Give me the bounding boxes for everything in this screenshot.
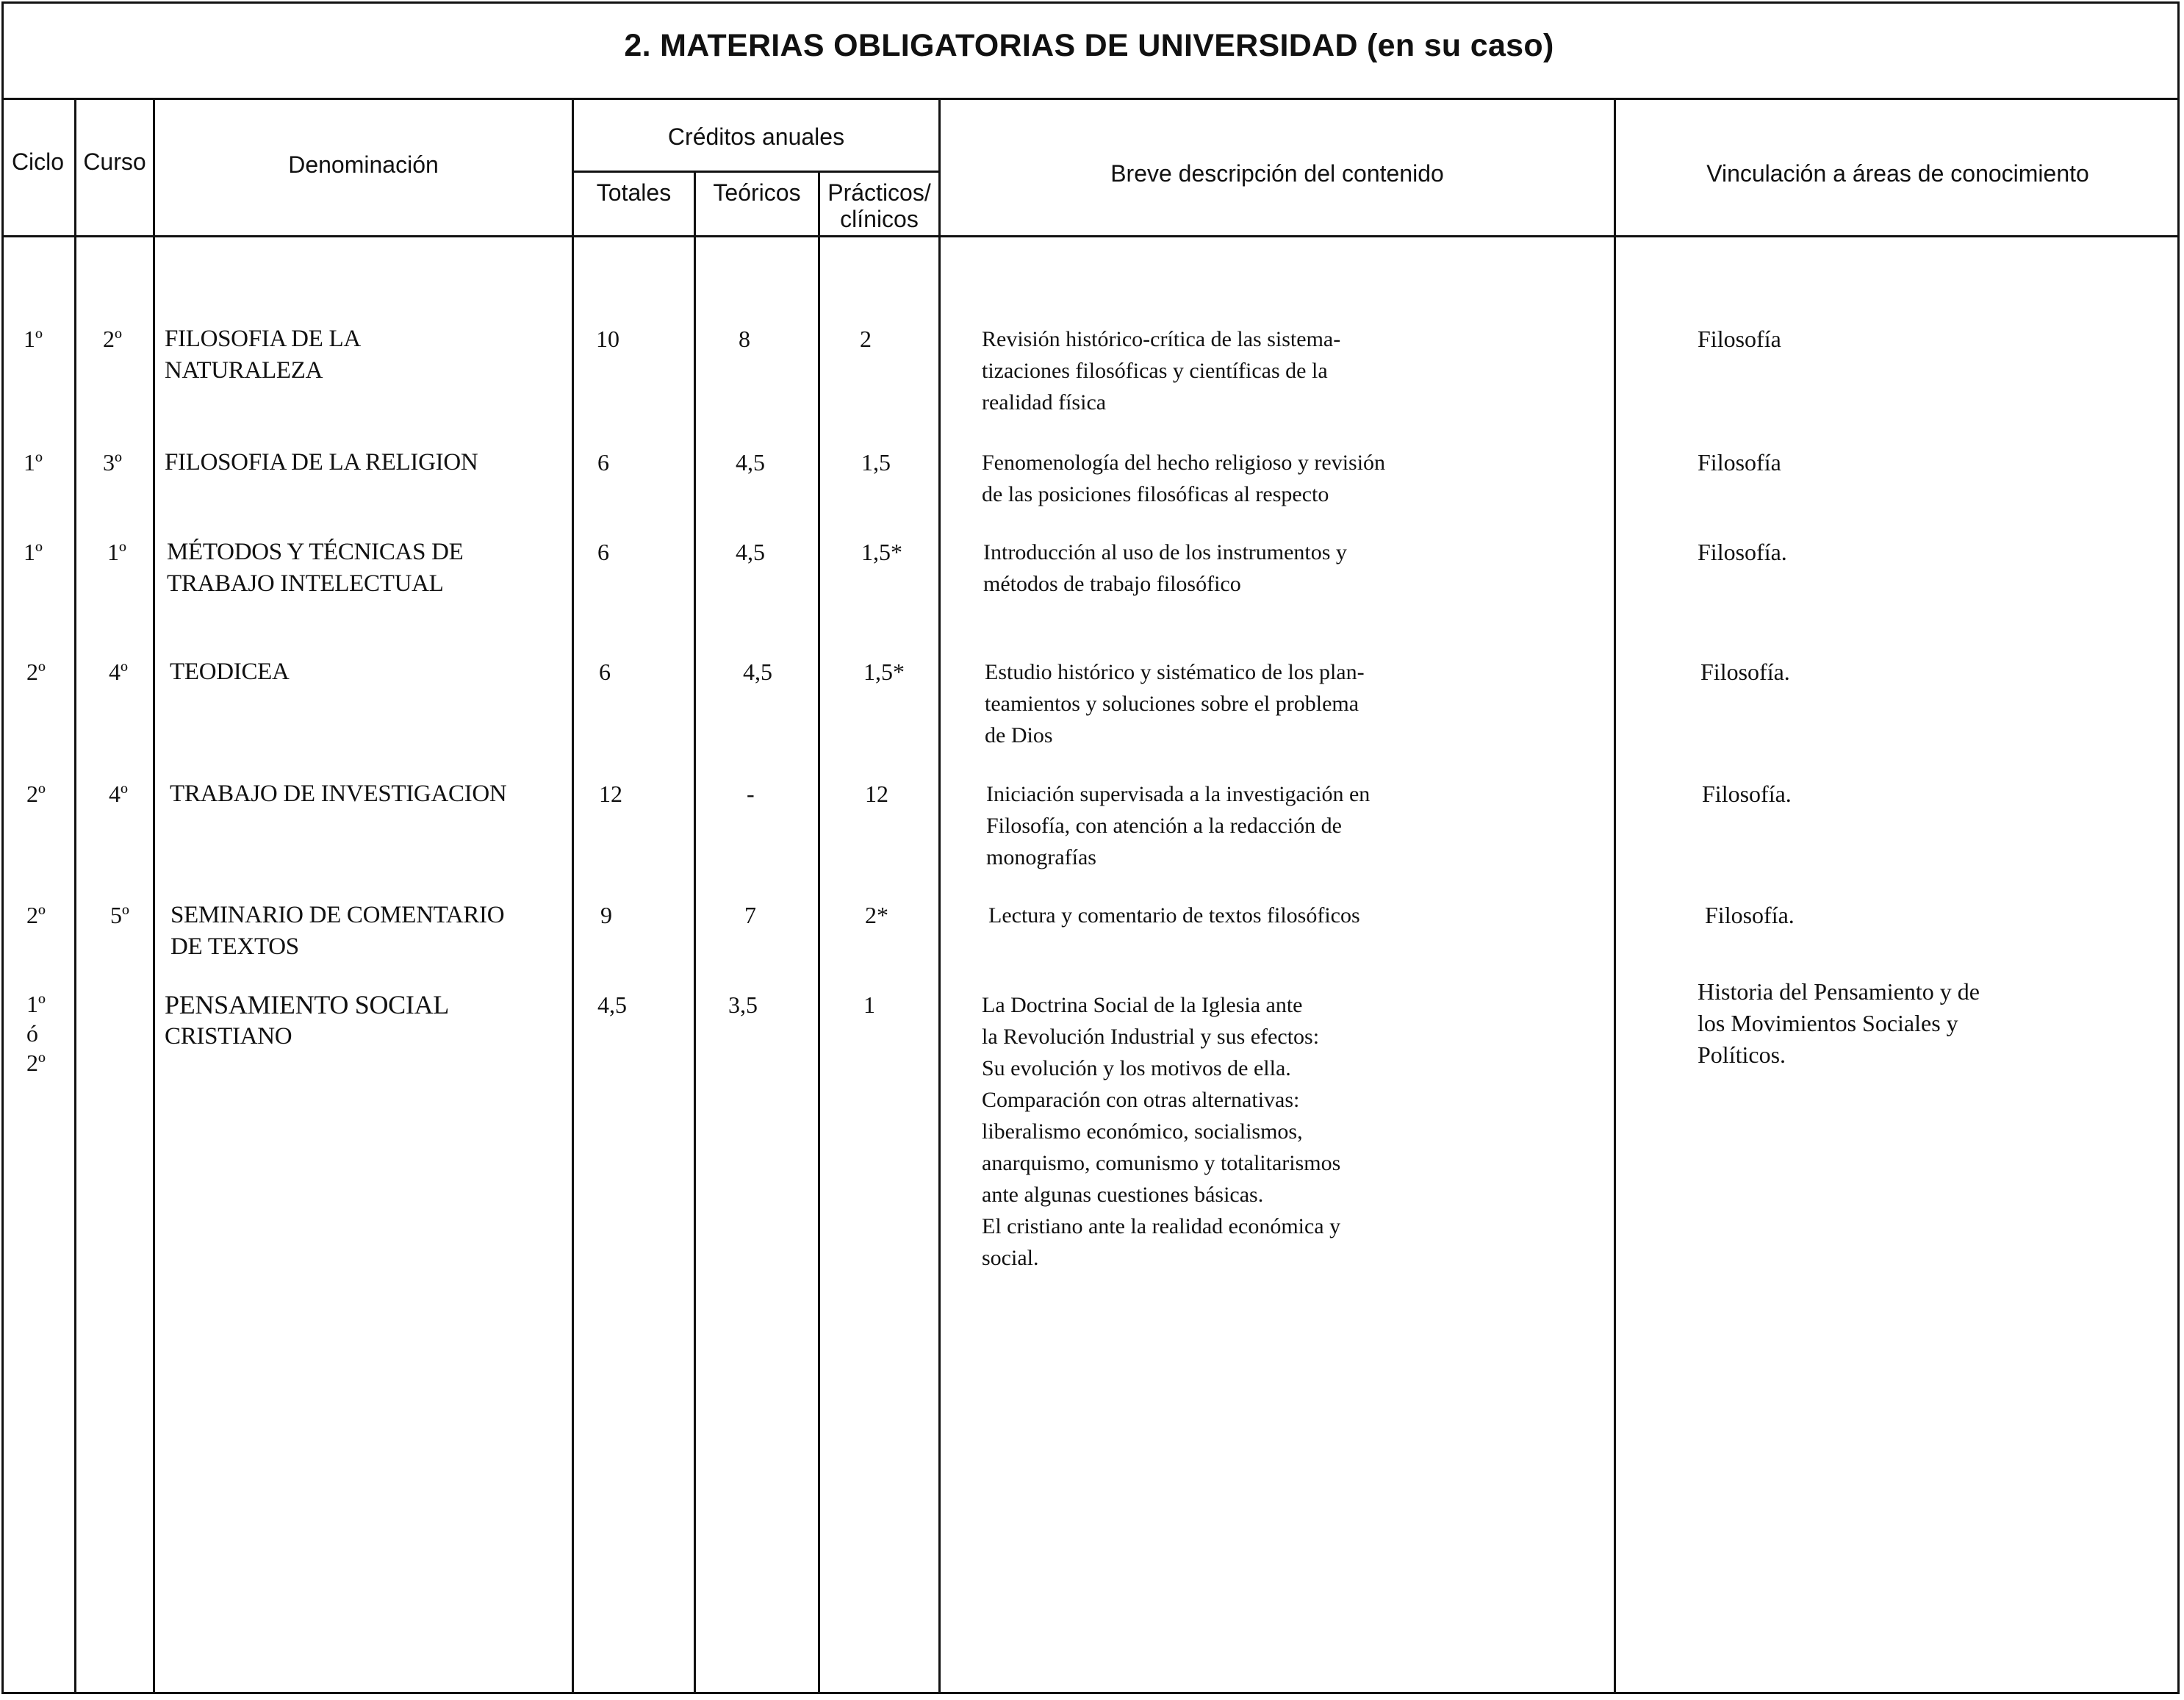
descripcion-line: métodos de trabajo filosófico [983,572,1241,596]
header-totales: Totales [596,179,672,206]
cell-descripcion [983,537,1347,600]
ciclo-value: 1º [26,991,46,1017]
descripcion-line: ante algunas cuestiones básicas. [982,1183,1264,1207]
cell-totales: 6 [597,539,609,565]
cell-descripcion [982,447,1385,510]
cell-ciclo [26,900,46,931]
header-curso: Curso [83,148,146,175]
denominacion-line: DE TEXTOS [170,933,299,960]
cell-teoricos: 7 [744,902,756,928]
cell-teoricos: - [747,781,755,807]
header-creditos-anuales: Créditos anuales [667,123,845,150]
denominacion-line: MÉTODOS Y TÉCNICAS DE [167,539,464,565]
descripcion-line: Fenomenología del hecho religioso y revisión [982,451,1386,475]
cell-curso: 4º [109,781,128,807]
cell-curso: 2º [103,326,122,352]
cell-denominacion [165,989,449,1052]
cell-ciclo [26,656,46,688]
cell-vinculacion [1700,656,1790,688]
denominacion-line: FILOSOFIA DE LA RELIGION [165,449,478,476]
descripcion-line: Comparación con otras alternativas: [982,1088,1300,1112]
vinculacion-line: Filosofía [1698,449,1781,476]
descripcion-line: Su evolución y los motivos de ella. [982,1056,1291,1080]
vinculacion-line: Filosofía [1698,326,1781,352]
header-practicos-line1: Prácticos/ [827,179,931,206]
cell-vinculacion [1698,976,1980,1071]
cell-totales: 10 [596,326,619,352]
cell-practicos: 1 [863,991,875,1018]
cell-denominacion [170,778,506,810]
col-divider-denominacion [572,98,574,1694]
cell-teoricos: 4,5 [736,539,765,565]
cell-denominacion [170,656,290,688]
descripcion-line: Introducción al uso de los instrumentos y [983,540,1347,564]
ciclo-value: 1º [24,326,43,352]
cell-vinculacion [1698,537,1787,568]
cell-practicos: 12 [865,781,888,807]
cell-totales: 6 [599,659,611,685]
descripcion-line: monografías [986,845,1096,869]
cell-denominacion [170,900,504,963]
descripcion-line: Filosofía, con atención a la redacción de [986,814,1342,838]
ciclo-value: 2º [26,1050,46,1076]
cell-descripcion [988,900,1360,931]
cell-descripcion [985,656,1365,751]
credits-subheader-divider [572,171,938,173]
cell-teoricos: 3,5 [728,991,758,1018]
vinculacion-line: Filosofía. [1700,659,1790,685]
cell-vinculacion [1702,778,1792,810]
cell-denominacion [165,447,478,478]
ciclo-value: 1º [24,449,43,476]
header-descripcion: Breve descripción del contenido [1110,160,1444,187]
cell-descripcion [986,778,1370,873]
descripcion-line: La Doctrina Social de la Iglesia ante [982,993,1303,1017]
cell-practicos: 1,5 [861,449,891,476]
denominacion-line: TRABAJO INTELECTUAL [167,570,444,597]
vinculacion-line: los Movimientos Sociales y [1698,1010,1958,1036]
descripcion-line: Revisión histórico-crítica de las sistema- [982,327,1341,351]
cell-curso: 3º [103,449,122,476]
cell-vinculacion [1705,900,1795,931]
ciclo-value: 1º [24,539,43,565]
page-title: 2. MATERIAS OBLIGATORIAS DE UNIVERSIDAD (en su caso) [624,28,1554,63]
cell-ciclo [24,323,43,355]
vinculacion-line: Políticos. [1698,1041,1786,1068]
cell-ciclo [24,447,43,478]
descripcion-line: de las posiciones filosóficas al respecto [982,482,1329,506]
cell-practicos: 2 [860,326,872,352]
vinculacion-line: Filosofía. [1705,902,1795,928]
header-teoricos: Teóricos [713,179,801,206]
cell-curso: 1º [107,539,126,565]
descripcion-line: de Dios [985,723,1053,747]
header-practicos [820,179,938,232]
cell-practicos: 1,5* [863,659,905,685]
cell-vinculacion [1698,447,1781,478]
col-divider-curso [153,98,155,1694]
vinculacion-line: Filosofía. [1698,539,1787,565]
descripcion-line: El cristiano ante la realidad económica y [982,1214,1341,1238]
col-divider-totales [694,171,696,1694]
descripcion-line: la Revolución Industrial y sus efectos: [982,1025,1320,1049]
descripcion-line: liberalismo económico, socialismos, [982,1119,1303,1144]
cell-practicos: 2* [865,902,888,928]
header-denominacion: Denominación [288,151,439,178]
cell-teoricos: 4,5 [736,449,765,476]
descripcion-line: teamientos y soluciones sobre el problema [985,692,1359,716]
cell-ciclo [26,778,46,810]
ciclo-value: 2º [26,902,46,928]
denominacion-line: TRABAJO DE INVESTIGACION [170,781,507,807]
col-divider-teoricos [818,171,820,1694]
descripcion-line: Lectura y comentario de textos filosóficos [988,903,1360,928]
vinculacion-line: Filosofía. [1702,781,1792,807]
cell-curso: 4º [109,659,128,685]
ciclo-value: 2º [26,781,46,807]
cell-denominacion [167,537,463,600]
cell-descripcion [982,323,1340,418]
descripcion-line: anarquismo, comunismo y totalitarismos [982,1151,1341,1175]
denominacion-line: PENSAMIENTO SOCIAL [165,990,449,1019]
denominacion-line: CRISTIANO [165,1023,292,1050]
ciclo-value: 2º [26,659,46,685]
cell-ciclo [26,989,46,1077]
descripcion-line: realidad física [982,390,1107,415]
descripcion-line: Estudio histórico y sistématico de los plan- [985,660,1365,684]
cell-practicos: 1,5* [861,539,902,565]
cell-denominacion [165,323,361,387]
header-practicos-line2: clínicos [840,206,919,232]
cell-totales: 4,5 [597,991,627,1018]
cell-ciclo [24,537,43,568]
cell-teoricos: 8 [739,326,750,352]
header-bottom-divider [1,235,2180,237]
cell-vinculacion [1698,323,1781,355]
col-divider-descripcion [1614,98,1616,1694]
cell-curso: 5º [110,902,129,928]
vinculacion-line: Historia del Pensamiento y de [1698,978,1980,1005]
descripcion-line: social. [982,1246,1039,1270]
cell-totales: 6 [597,449,609,476]
denominacion-line: FILOSOFIA DE LA [165,326,361,352]
title-divider [1,98,2180,100]
descripcion-line: Iniciación supervisada a la investigación en [986,782,1371,806]
denominacion-line: NATURALEZA [165,357,323,384]
header-ciclo: Ciclo [11,148,65,175]
cell-descripcion [982,989,1340,1274]
descripcion-line: tizaciones filosóficas y científicas de la [982,359,1328,383]
col-divider-ciclo [74,98,76,1694]
cell-totales: 9 [600,902,612,928]
cell-totales: 12 [599,781,622,807]
denominacion-line: TEODICEA [170,659,290,685]
header-vinculacion: Vinculación a áreas de conocimiento [1706,160,2089,187]
cell-teoricos: 4,5 [743,659,772,685]
denominacion-line: SEMINARIO DE COMENTARIO [170,902,505,928]
ciclo-value: ó [26,1020,38,1047]
col-divider-creditos [938,98,941,1694]
